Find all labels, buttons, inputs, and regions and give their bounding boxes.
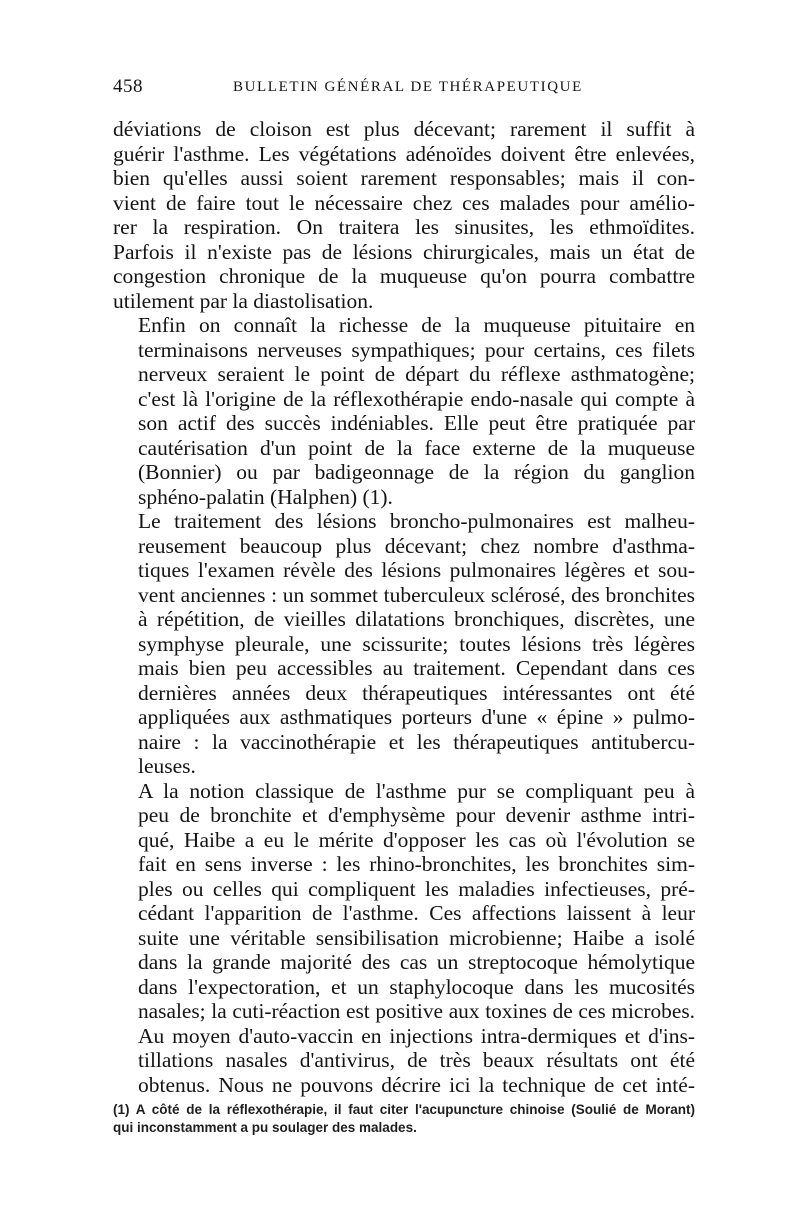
- running-title: BULLETIN GÉNÉRAL DE THÉRAPEUTIQUE: [233, 79, 583, 95]
- text-line: congestion chronique de la muqueuse qu'on pourra combattre: [113, 264, 695, 288]
- text-line: Parfois il n'existe pas de lésions chirurgicales, mais un état de: [113, 239, 695, 264]
- footnote-line: qui inconstamment a pu soulager des malades.: [113, 1120, 417, 1135]
- text-line: tillations nasales d'antivirus, de très beaux résultats ont été: [138, 1048, 695, 1072]
- text-line: terminaisons nerveuses sympathiques; pour certains, ces filets: [138, 337, 695, 362]
- paragraph-3: [113, 509, 695, 779]
- text-line: c'est là l'origine de la réflexothérapie endo-nasale qui compte à: [138, 386, 695, 411]
- text-line: Au moyen d'auto-vaccin en injections intra-dermiques et d'ins-: [138, 1023, 695, 1048]
- text-line: reusement beaucoup plus décevant; chez nombre d'asthma-: [138, 533, 695, 558]
- text-line: appliquées aux asthmatiques porteurs d'une « épine » pulmo-: [138, 705, 695, 729]
- text-line: obtenus. Nous ne pouvons décrire ici la technique de cet inté-: [138, 1072, 695, 1097]
- text-line: leuses.: [138, 754, 196, 778]
- text-line: sphéno-palatin (Halphen) (1).: [138, 484, 393, 509]
- paragraph-2: [113, 313, 695, 509]
- text-line: nerveux seraient le point de départ du réflexe asthmatogène;: [138, 362, 695, 386]
- footnote: [113, 1101, 695, 1137]
- text-line: déviations de cloison est plus décevant; rarement il suffit à: [113, 117, 695, 141]
- text-line: vent anciennes : un sommet tuberculeux sclérosé, des bronchites: [138, 582, 695, 607]
- text-line: dans l'expectoration, et un staphylocoque dans les mucosités: [138, 974, 695, 999]
- text-line: bien qu'elles aussi soient rarement responsables; mais il con-: [113, 166, 695, 190]
- text-line: ples ou celles qui compliquent les maladies infectieuses, pré-: [138, 876, 695, 901]
- text-line: dans la grande majorité des cas un streptocoque hémolytique: [138, 950, 695, 974]
- text-line: cédant l'apparition de l'asthme. Ces affections laissent à leur: [138, 901, 695, 925]
- text-line: cautérisation d'un point de la face externe de la muqueuse: [138, 435, 695, 460]
- text-line: symphyse pleurale, une scissurite; toutes lésions très légères: [138, 631, 695, 656]
- text-line: (Bonnier) ou par badigeonnage de la région du ganglion: [138, 460, 695, 484]
- paragraph-1: [113, 117, 695, 313]
- text-line: tiques l'examen révèle des lésions pulmonaires légères et sou-: [138, 558, 695, 582]
- text-line: Enfin on connaît la richesse de la muqueuse pituitaire en: [138, 313, 695, 337]
- paragraph-4: [113, 779, 695, 1098]
- text-line: guérir l'asthme. Les végétations adénoïdes doivent être enlevées,: [113, 141, 695, 166]
- text-line: peu de bronchite et d'emphysème pour devenir asthme intri-: [138, 803, 695, 827]
- text-line: suite une véritable sensibilisation microbienne; Haibe a isolé: [138, 925, 695, 950]
- text-line: vient de faire tout le nécessaire chez ces malades pour amélio-: [113, 190, 695, 215]
- text-line: dernières années deux thérapeutiques intéressantes ont été: [138, 680, 695, 705]
- page-number: 458: [113, 76, 143, 97]
- page-header: [113, 74, 695, 104]
- text-line: fait en sens inverse : les rhino-bronchites, les bronchites sim-: [138, 852, 695, 876]
- footnote-line: (1) A côté de la réflexothérapie, il faut citer l'acupuncture chinoise (Soulié de Morant): [113, 1102, 695, 1117]
- text-line: rer la respiration. On traitera les sinusites, les ethmoïdites.: [113, 215, 695, 239]
- text-line: nasales; la cuti-réaction est positive aux toxines de ces microbes.: [138, 999, 695, 1023]
- text-line: A la notion classique de l'asthme pur se compliquant peu à: [138, 778, 695, 803]
- text-line: mais bien peu accessibles au traitement. Cependant dans ces: [138, 656, 695, 680]
- body-text: [113, 117, 695, 1097]
- text-line: naire : la vaccinothérapie et les thérapeutiques antitubercu-: [138, 729, 695, 754]
- text-line: son actif des succès indéniables. Elle peut être pratiquée par: [138, 411, 695, 435]
- text-line: qué, Haibe a eu le mérite d'opposer les cas où l'évolution se: [138, 827, 695, 852]
- text-line: utilement par la diastolisation.: [113, 288, 374, 313]
- text-line: à répétition, de vieilles dilatations bronchiques, discrètes, une: [138, 607, 695, 631]
- text-line: Le traitement des lésions broncho-pulmonaires est malheu-: [138, 509, 695, 533]
